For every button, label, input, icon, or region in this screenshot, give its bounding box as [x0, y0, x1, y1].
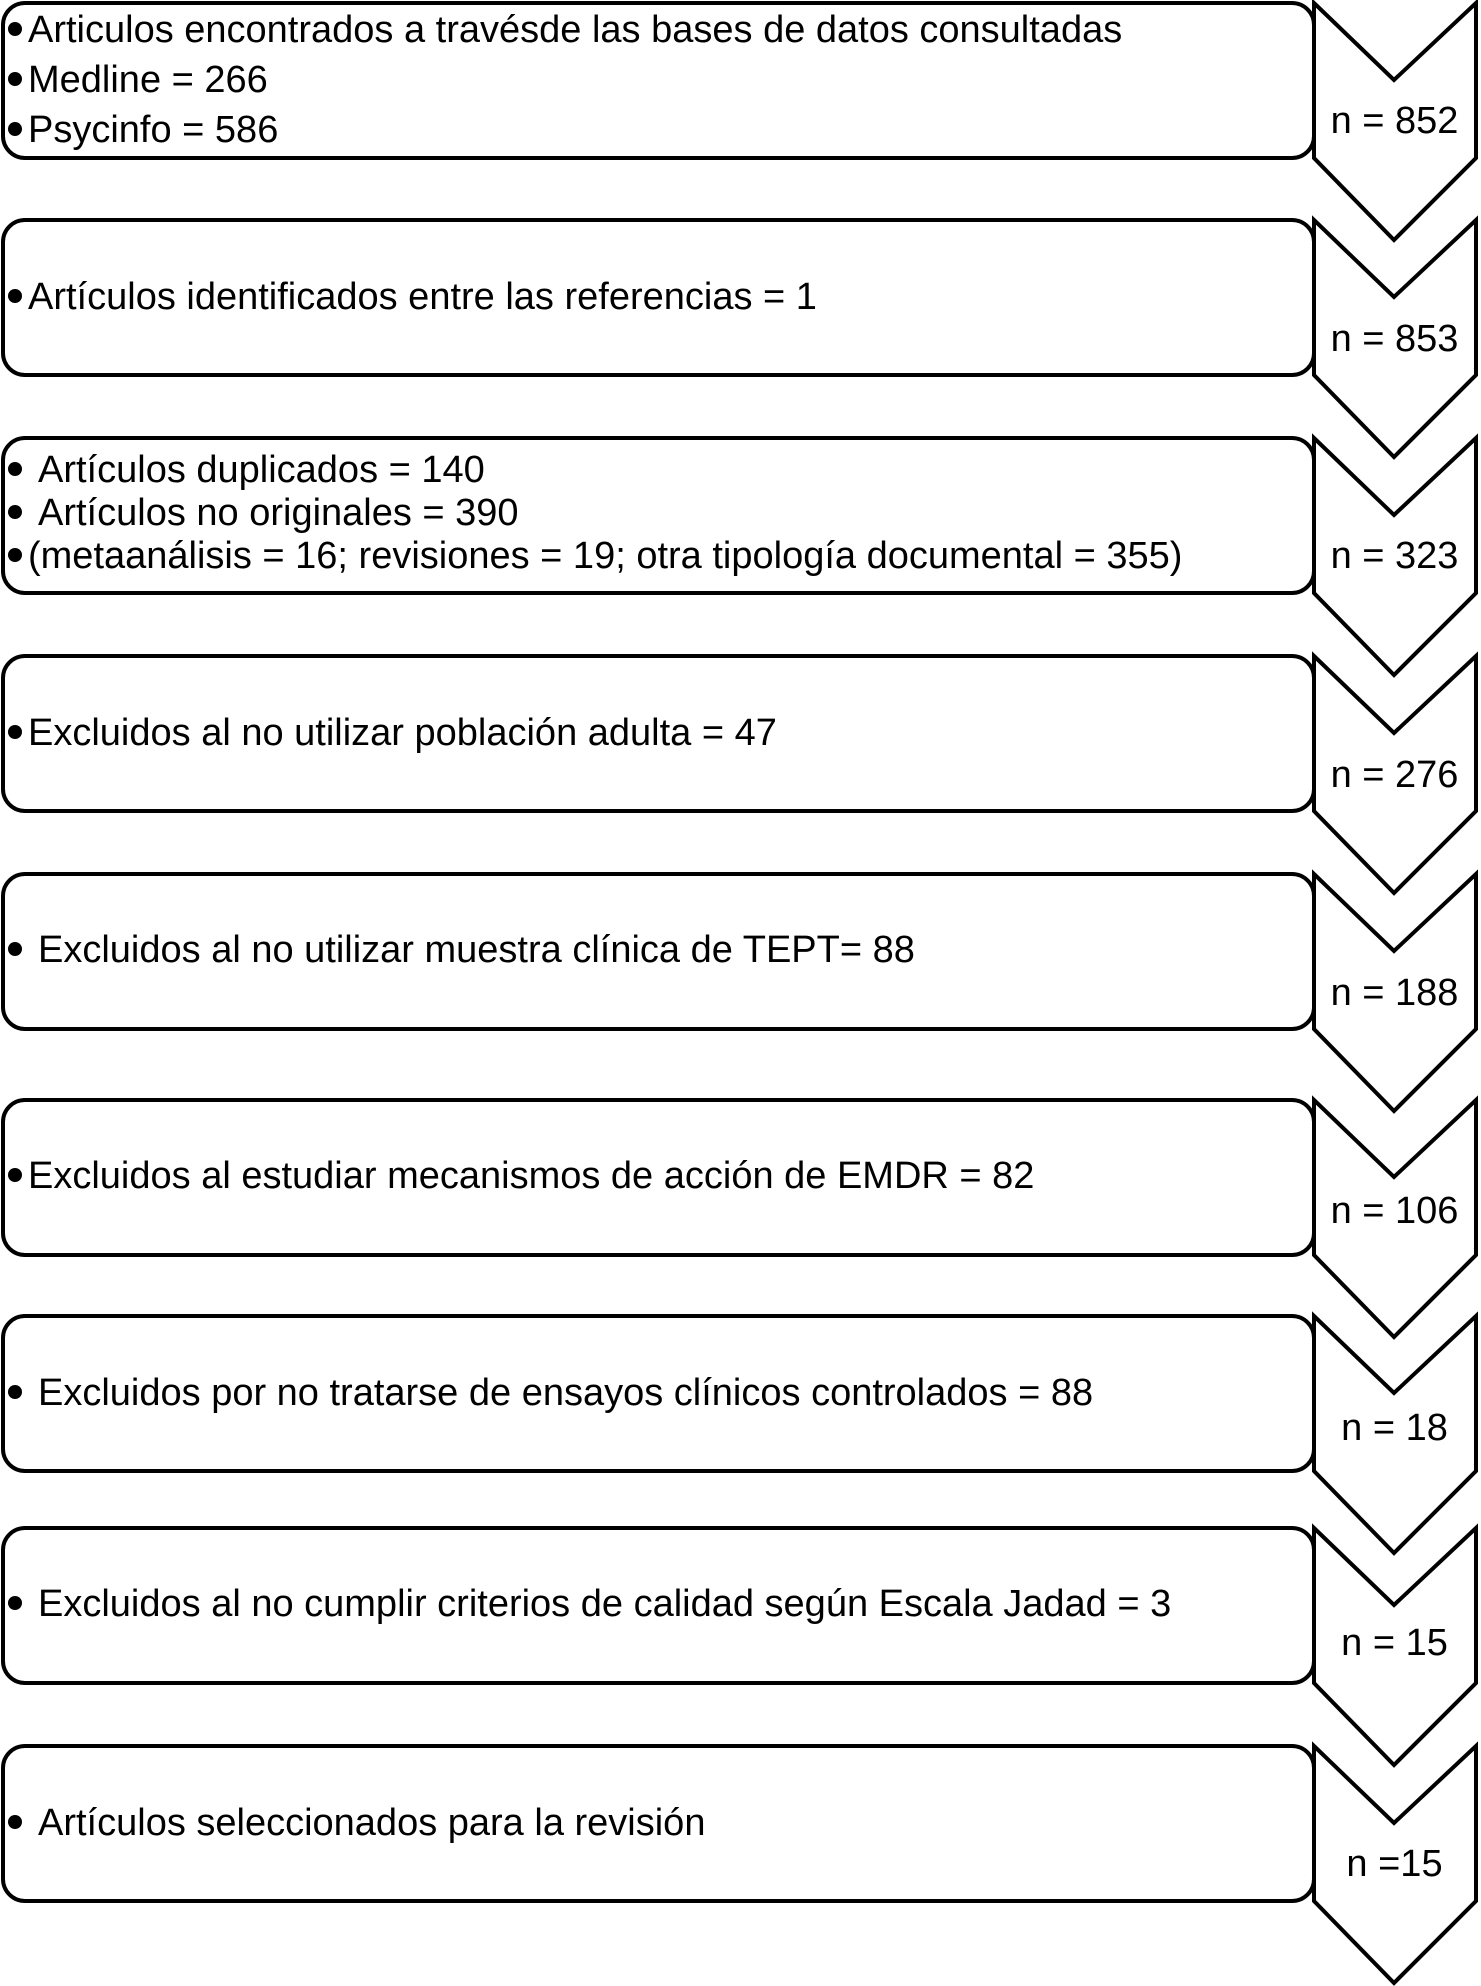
step-count-5: n = 188: [1330, 972, 1459, 1014]
bullet-icon: [8, 22, 22, 36]
bullet-icon: [8, 462, 22, 476]
bullet-icon: [8, 1596, 22, 1610]
step-text-6: [8, 1151, 1034, 1201]
bullet-icon: [8, 725, 22, 739]
bullet-icon: [8, 1385, 22, 1399]
step-2-line-1: Artículos identificados entre las referencias = 1: [8, 272, 817, 322]
step-count-9: n =15: [1346, 1843, 1443, 1885]
step-4-line-1: Excluidos al no utilizar población adulta = 47: [8, 708, 777, 758]
step-1-line-3: Psycinfo = 586: [8, 105, 1122, 155]
step-text-9: [8, 1798, 705, 1848]
step-text-2: [8, 272, 817, 322]
step-8-line-1: Excluidos al no cumplir criterios de calidad según Escala Jadad = 3: [8, 1579, 1171, 1629]
step-text-7: [8, 1368, 1093, 1418]
bullet-icon: [8, 1168, 22, 1182]
bullet-icon: [8, 72, 22, 86]
step-count-4: n = 276: [1330, 754, 1459, 796]
step-count-2: n = 853: [1330, 318, 1459, 360]
step-count-6: n = 106: [1330, 1190, 1459, 1232]
bullet-icon: [8, 505, 22, 519]
bullet-icon: [8, 1815, 22, 1829]
step-text-5: [8, 925, 915, 975]
step-count-7: n = 18: [1341, 1407, 1448, 1449]
bullet-icon: [8, 289, 22, 303]
step-text-3: [8, 449, 1182, 578]
bullet-icon: [8, 548, 22, 562]
step-text-8: [8, 1579, 1171, 1629]
step-count-3: n = 323: [1330, 535, 1459, 577]
step-text-1: [8, 5, 1122, 155]
step-3-line-1: Artículos duplicados = 140: [8, 449, 1182, 492]
step-7-line-1: Excluidos por no tratarse de ensayos clínicos controlados = 88: [8, 1368, 1093, 1418]
step-count-8: n = 15: [1341, 1622, 1448, 1664]
bullet-icon: [8, 942, 22, 956]
step-1-line-2: Medline = 266: [8, 55, 1122, 105]
step-3-line-3: (metaanálisis = 16; revisiones = 19; otra tipología documental = 355): [8, 535, 1182, 578]
step-5-line-1: Excluidos al no utilizar muestra clínica de TEPT= 88: [8, 925, 915, 975]
step-text-4: [8, 708, 777, 758]
step-count-1: n = 852: [1330, 100, 1459, 142]
step-1-line-1: Articulos encontrados a travésde las bases de datos consultadas: [8, 5, 1122, 55]
step-9-line-1: Artículos seleccionados para la revisión: [8, 1798, 705, 1848]
bullet-icon: [8, 122, 22, 136]
step-3-line-2: Artículos no originales = 390: [8, 492, 1182, 535]
step-6-line-1: Excluidos al estudiar mecanismos de acción de EMDR = 82: [8, 1151, 1034, 1201]
